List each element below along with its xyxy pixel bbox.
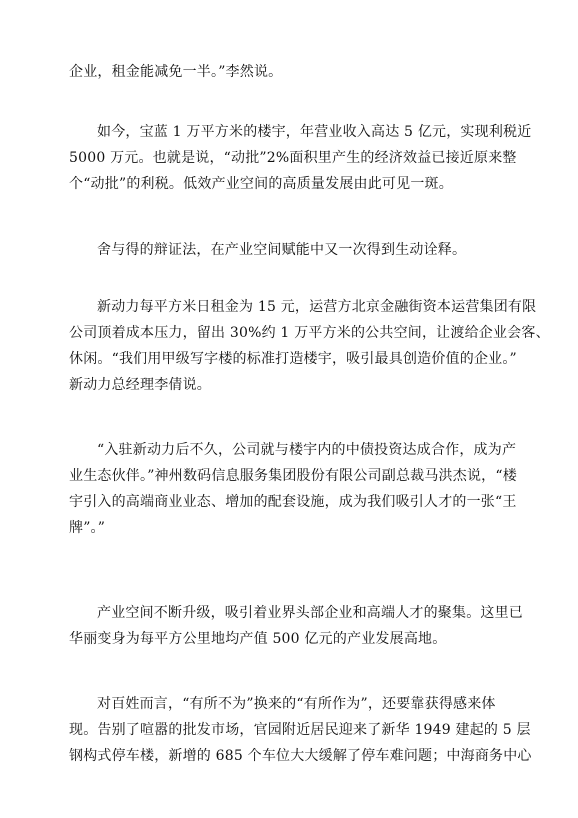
paragraph-7-line-3: 钢构式停车楼，新增的 685 个车位大大缓解了停车难问题；中海商务中心 <box>69 748 532 764</box>
paragraph-3-line-1: 舍与得的辩证法，在产业空间赋能中又一次得到生动诠释。 <box>97 242 467 258</box>
paragraph-7-line-1: 对百姓而言，“有所不为”换来的“有所作为”，还要靠获得感来体 <box>97 696 496 712</box>
paragraph-6-line-2: 华丽变身为每平方公里地均产值 500 亿元的产业发展高地。 <box>69 631 447 647</box>
paragraph-2-line-2: 5000 万元。也就是说，“动批”2%面积里产生的经济效益已接近原来整 <box>69 150 517 166</box>
paragraph-4-line-4: 新动力总经理李倩说。 <box>69 377 211 393</box>
paragraph-5-line-1: “入驻新动力后不久，公司就与楼宇内的中债投资达成合作，成为产 <box>97 442 517 458</box>
paragraph-7-line-2: 现。告别了喧嚣的批发市场，官园附近居民迎来了新华 1949 建起的 5 层 <box>69 722 531 738</box>
paragraph-4-line-1: 新动力每平方米日租金为 15 元，运营方北京金融街资本运营集团有限 <box>97 299 537 315</box>
paragraph-5-line-4: 牌”。” <box>69 520 106 536</box>
paragraph-1-line-1: 企业，租金能减免一半。”李然说。 <box>69 64 283 80</box>
paragraph-5-line-2: 业生态伙伴。”神州数码信息服务集团股份有限公司副总裁马洪杰说，“楼 <box>69 468 517 484</box>
paragraph-2-line-1: 如今，宝蓝 1 万平方米的楼宇，年营业收入高达 5 亿元，实现利税近 <box>97 124 532 140</box>
paragraph-4-line-2: 公司顶着成本压力，留出 30%约 1 万平方米的公共空间，让渡给企业会客、 <box>69 325 550 341</box>
paragraph-4-line-3: 休闲。“我们用甲级写字楼的标准打造楼宇，吸引最具创造价值的企业。” <box>69 351 517 367</box>
paragraph-5-line-3: 宇引入的高端商业业态、增加的配套设施，成为我们吸引人才的一张“王 <box>69 494 517 510</box>
paragraph-2-line-3: 个“动批”的利税。低效产业空间的高质量发展由此可见一斑。 <box>69 176 453 192</box>
paragraph-6-line-1: 产业空间不断升级，吸引着业界头部企业和高端人才的聚集。这里已 <box>97 605 523 621</box>
